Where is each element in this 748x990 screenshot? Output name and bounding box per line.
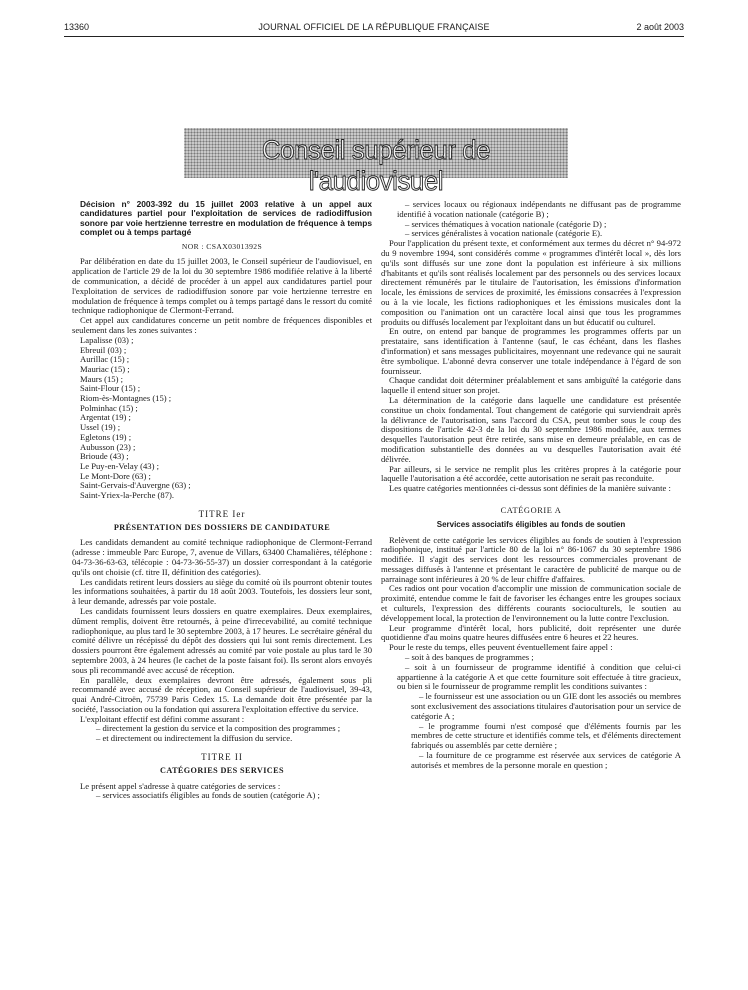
paragraph: En outre, on entend par banque de programmes les programmes offerts par un prestataire, sans identification à l'antenne (sauf, le cas échéant, dans les flashes d'information) et sans messages publicitaires, moyennant une redevance qui ne saurait être symbolique. L'abonné devra conserver une totale indépendance à l'égard de son fournisseur. bbox=[381, 326, 681, 376]
list-item: Mauriac (15) ; bbox=[80, 363, 130, 374]
decision-title: Décision n° 2003-392 du 15 juillet 2003 relative à un appel aux candidatures partiel pour l'exploitation de services de radiodiffusion sonore par voie hertzienne terrestre en modulation de fréquence à temps complet ou à temps partagé bbox=[80, 199, 372, 238]
dash-item: – soit à des banques de programmes ; bbox=[405, 652, 534, 663]
left-column bbox=[72, 200, 372, 801]
right-column bbox=[381, 200, 681, 771]
list-item: Le Puy-en-Velay (43) ; bbox=[80, 460, 159, 471]
paragraph: Leur programme d'intérêt local, hors publicité, doit représenter une durée quotidienne d'au moins quatre heures diffusées entre 6 heures et 22 heures. bbox=[381, 622, 681, 643]
call-paragraph: Cet appel aux candidatures concerne un petit nombre de fréquences disponibles et seulement dans les zones suivantes : bbox=[72, 315, 372, 335]
banner-title: Conseil supérieur de l'audiovisuel bbox=[261, 135, 491, 196]
paragraph: La détermination de la catégorie dans laquelle une candidature est présentée constitue un choix fondamental. Tout changement de catégorie qui surviendrait après la délivrance de l'autorisation, sans l'accord du CSA, peut tomber sous le coup des dispositions de l'article 42-3 de la loi du 30 septembre 1986 modifiée, aux termes desquelles l'autorisation peut être retirée, sans mise en demeure préalable, en cas de modification substantielle des données au vu desquelles l'autorisation avait été délivrée. bbox=[381, 394, 681, 464]
list-item: Brioude (43) ; bbox=[80, 451, 129, 462]
list-item: Riom-ès-Montagnes (15) ; bbox=[80, 393, 172, 404]
list-item: Maurs (15) ; bbox=[80, 373, 123, 384]
list-item: Le Mont-Dore (63) ; bbox=[80, 470, 151, 481]
paragraph: Pour l'application du présent texte, et conformément aux termes du décret n° 94-972 du 9 novembre 1994, sont considérés comme « programmes d'intérêt local », dès lors qu'ils sont diffusés sur une zone dont la population est inférieure à six millions d'habitants et qu'ils sont réalisés localement par des personnels ou des services locaux directement rémunérés par le titulaire de l'autorisation, les émissions d'information locale, les émissions de services de proximité, les émissions consacrées à l'expression ou à la vie locale, les fictions radiophoniques et les émissions musicales dont la composition ou l'animation ont un caractère local ainsi que tous les programmes produits ou diffusés localement par l'exploitant dans un but éducatif ou culturel. bbox=[381, 238, 681, 327]
paragraph: Chaque candidat doit déterminer préalablement et sans ambiguïté la catégorie dans laquelle il entend situer son projet. bbox=[381, 375, 681, 396]
sub-dash-item: – la fourniture de ce programme est réservée aux services de catégorie A autorisés et membres de la personne morale en question ; bbox=[411, 750, 681, 770]
paragraph: Les quatre catégories mentionnées ci-dessus sont définies de la manière suivante : bbox=[389, 483, 671, 494]
dash-item: – services associatifs éligibles au fonds de soutien (catégorie A) ; bbox=[96, 790, 320, 801]
titre-2-heading: CATÉGORIES DES SERVICES bbox=[160, 765, 284, 775]
list-item: Ebreuil (03) ; bbox=[80, 344, 127, 355]
titre-1-heading: PRÉSENTATION DES DOSSIERS DE CANDIDATURE bbox=[113, 522, 331, 532]
paragraph: L'exploitant effectif est défini comme assurant : bbox=[80, 713, 245, 724]
category-subtitle: Services associatifs éligibles au fonds de soutien bbox=[436, 519, 626, 529]
list-item: Egletons (19) ; bbox=[80, 431, 132, 442]
dash-item: – et directement ou indirectement la diffusion du service. bbox=[96, 733, 293, 744]
paragraph: Ces radios ont pour vocation d'accomplir une mission de communication sociale de proximité, entendue comme le fait de favoriser les échanges entre les groupes sociaux et culturels, l'expression des différents courants socioculturels, le soutien au développement local, la protection de l'environnement ou la lutte contre l'exclusion. bbox=[381, 583, 681, 623]
list-item: Saint-Yriex-la-Perche (87). bbox=[80, 490, 175, 501]
paragraph: Par ailleurs, si le service ne remplit plus les critères propres à la catégorie pour laquelle l'autorisation a été accordée, cette autorisation ne serait pas reconduite. bbox=[381, 463, 681, 484]
dash-item: – services thématiques à vocation nationale (catégorie D) ; bbox=[405, 218, 607, 229]
dash-item: – services généralistes à vocation nationale (catégorie E). bbox=[405, 228, 603, 239]
journal-title: JOURNAL OFFICIEL DE LA RÉPUBLIQUE FRANÇAISE bbox=[258, 22, 490, 32]
issue-date: 2 août 2003 bbox=[636, 22, 684, 32]
list-item: Saint-Flour (15) ; bbox=[80, 383, 141, 394]
paragraph: Le présent appel s'adresse à quatre catégories de services : bbox=[80, 780, 281, 791]
category-title: CATÉGORIE A bbox=[500, 505, 562, 515]
page-number: 13360 bbox=[64, 22, 90, 32]
list-item: Lapalisse (03) ; bbox=[80, 334, 134, 345]
list-item: Saint-Gervais-d'Auvergne (63) ; bbox=[80, 480, 191, 491]
titre-2: TITRE II bbox=[201, 752, 243, 763]
header-rule bbox=[64, 36, 684, 37]
paragraph: Relèvent de cette catégorie les services éligibles au fonds de soutien à l'expression radiophonique, institué par l'article 80 de la loi n° 86-1067 du 30 septembre 1986 modifiée. Il s'agit des services dont les ressources commerciales provenant de messages diffusés à l'antenne et présentant le caractère de publicité de marque ou de parrainage sont inférieures à 20 % de leur chiffre d'affaires. bbox=[381, 534, 681, 584]
paragraph: Les candidats demandent au comité technique radiophonique de Clermont-Ferrand (adresse : immeuble Parc Europe, 7, avenue de Villars, 63400 Chamalières, téléphone : 04-73-36-63-63, télécopie : 04-73-36-55-37) un dossier correspondant à la catégorie qu'ils ont choisie (cf. titre II, définition des catégories). bbox=[72, 537, 372, 577]
sub-dash-item: – le fournisseur est une association ou un GIE dont les associés ou membres sont exclusivement des associations titulaires d'autorisation pour un service de catégorie A ; bbox=[411, 691, 681, 721]
list-item: Aubusson (23) ; bbox=[80, 441, 136, 452]
dash-item: – directement la gestion du service et la composition des programmes ; bbox=[96, 723, 341, 734]
list-item: Aurillac (15) ; bbox=[80, 354, 130, 365]
list-item: Polminhac (15) ; bbox=[80, 402, 138, 413]
list-item: Ussel (19) ; bbox=[80, 422, 121, 433]
paragraph: Les candidats retirent leurs dossiers au siège du comité où ils pourront obtenir toutes les informations souhaitées, à partir du 18 août 2003. Toutefois, les dossiers leur sont, à leur demande, adressés par voie postale. bbox=[72, 576, 372, 607]
zone-list bbox=[72, 336, 372, 501]
dash-item: – services locaux ou régionaux indépendants ne diffusant pas de programme identifié à vocation nationale (catégorie B) ; bbox=[397, 199, 681, 219]
nor-reference: NOR : CSAX0301392S bbox=[181, 241, 263, 251]
sub-dash-item: – le programme fourni n'est composé que d'éléments fournis par les membres de cette structure et identifiés comme tels, et d'éléments directement fabriqués ou assemblés par cette dernière ; bbox=[411, 720, 681, 751]
running-header bbox=[64, 22, 684, 36]
titre-1: TITRE Ier bbox=[198, 508, 246, 519]
paragraph: En parallèle, deux exemplaires devront être adressés, également sous pli recommandé avec accusé de réception, au Conseil supérieur de l'audiovisuel, 39-43, quai André-Citroën, 75739 Paris Cedex 15. La demande doit être présentée par la société, l'association ou la fondation qui assurera l'exploitation effective du service. bbox=[72, 674, 372, 714]
intro-paragraph: Par délibération en date du 15 juillet 2003, le Conseil supérieur de l'audiovisuel, en application de l'article 29 de la loi du 30 septembre 1986 modifiée relative à la liberté de communication, a décidé de procéder à un appel aux candidatures partiel pour l'exploitation de services de radiodiffusion sonore par voie hertzienne terrestre en modulation de fréquence à temps complet ou à temps partagé dans le ressort du comité technique radiophonique de Clermont-Ferrand. bbox=[72, 256, 372, 316]
list-item: Argentat (19) ; bbox=[80, 412, 131, 423]
dash-item: – soit à un fournisseur de programme identifié à condition que celui-ci appartienne à la catégorie A et que cette fourniture soit effectuée à titre gracieux, ou bien si le fournisseur de programme remplit les conditions suivantes : bbox=[397, 661, 681, 692]
paragraph: Pour le reste du temps, elles peuvent éventuellement faire appel : bbox=[389, 642, 613, 653]
paragraph: Les candidats fournissent leurs dossiers en quatre exemplaires. Deux exemplaires, dûment remplis, doivent être retournés, à peine d'irrecevabilité, au comité technique radiophonique, au plus tard le 30 septembre 2003, à 17 heures. Le secrétaire général du comité délivre un récépissé du dépôt des dossiers qui lui sont remis directement. Les dossiers pourront être également adressés au comité par voie postale au plus tard le 30 septembre 2003, à 24 heures (le cachet de la poste faisant foi). Ils seront alors envoyés sous pli recommandé avec accusé de réception. bbox=[72, 605, 372, 675]
